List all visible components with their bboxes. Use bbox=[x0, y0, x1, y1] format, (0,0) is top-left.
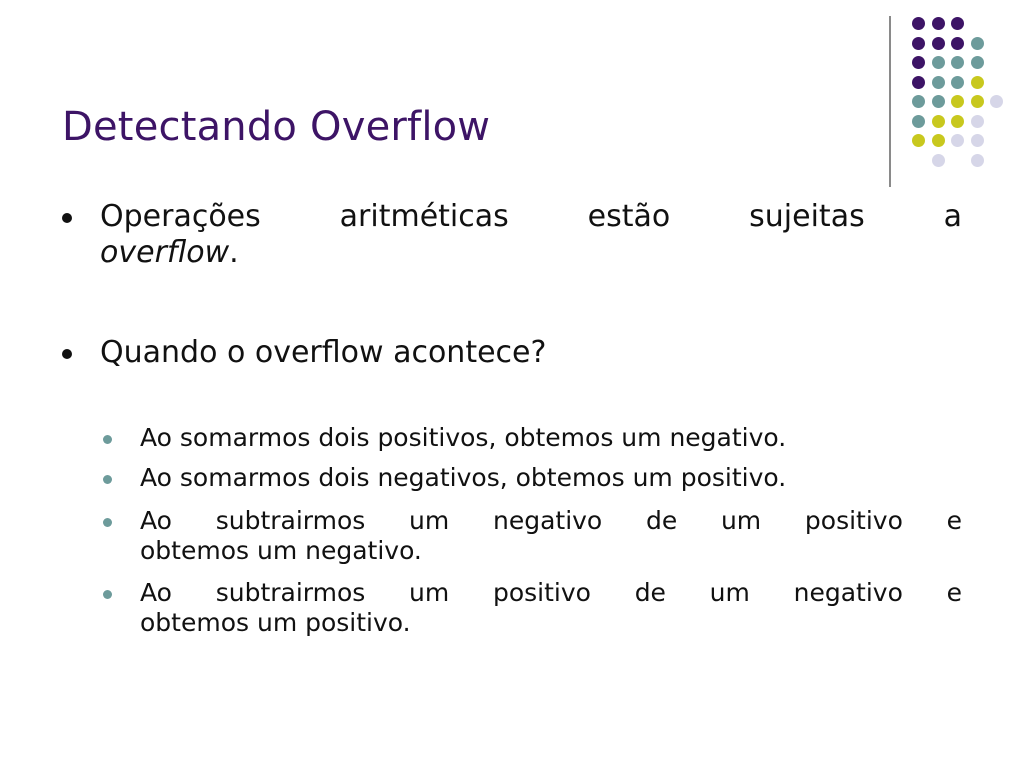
decorative-dot bbox=[971, 154, 984, 167]
vertical-divider bbox=[889, 16, 891, 187]
sub-bullet-marker-icon bbox=[103, 590, 112, 599]
decorative-dot bbox=[912, 37, 925, 50]
bullet-marker-icon bbox=[62, 213, 72, 223]
decorative-dot bbox=[912, 95, 925, 108]
decorative-dot bbox=[951, 134, 964, 147]
decorative-dot bbox=[932, 115, 945, 128]
decorative-dot bbox=[912, 56, 925, 69]
decorative-dot bbox=[912, 17, 925, 30]
decorative-dot bbox=[932, 95, 945, 108]
decorative-dot bbox=[932, 76, 945, 89]
decorative-dot bbox=[932, 134, 945, 147]
bullet-text bbox=[100, 199, 962, 271]
decorative-dot bbox=[971, 76, 984, 89]
decorative-dot bbox=[912, 134, 925, 147]
bullet-line: Operações aritméticas estão sujeitas a bbox=[100, 199, 962, 234]
decorative-dot bbox=[912, 76, 925, 89]
bullet-line-2 bbox=[100, 235, 239, 270]
sub-bullet-line-2: obtemos um negativo. bbox=[140, 536, 422, 565]
sub-bullet-line-2: obtemos um positivo. bbox=[140, 608, 411, 637]
decorative-dot bbox=[951, 37, 964, 50]
decorative-dot bbox=[932, 17, 945, 30]
sub-bullet-text bbox=[140, 506, 962, 566]
decorative-dot bbox=[971, 56, 984, 69]
decorative-dot bbox=[971, 37, 984, 50]
sub-bullet-text: Ao somarmos dois negativos, obtemos um positivo. bbox=[140, 463, 787, 492]
bullet-marker-icon bbox=[62, 349, 72, 359]
sub-bullet-line: Ao subtrairmos um negativo de um positivo e bbox=[140, 506, 962, 535]
sub-bullet-marker-icon bbox=[103, 435, 112, 444]
decorative-dot bbox=[932, 56, 945, 69]
decorative-dot bbox=[951, 56, 964, 69]
decorative-dot-grid bbox=[0, 0, 1024, 200]
decorative-dot bbox=[932, 37, 945, 50]
decorative-dot bbox=[912, 115, 925, 128]
punctuation: . bbox=[229, 235, 239, 270]
decorative-dot bbox=[932, 154, 945, 167]
decorative-dot bbox=[951, 17, 964, 30]
sub-bullet-line: Ao subtrairmos um positivo de um negativo e bbox=[140, 578, 962, 607]
decorative-dot bbox=[990, 95, 1003, 108]
decorative-dot bbox=[971, 95, 984, 108]
sub-bullet-text bbox=[140, 578, 962, 638]
bullet-text: Quando o overflow acontece? bbox=[100, 335, 547, 370]
italic-term: overflow bbox=[100, 235, 230, 270]
decorative-dot bbox=[951, 76, 964, 89]
slide-title: Detectando Overflow bbox=[62, 104, 491, 150]
decorative-dot bbox=[971, 134, 984, 147]
decorative-dot bbox=[971, 115, 984, 128]
sub-bullet-marker-icon bbox=[103, 475, 112, 484]
decorative-dot bbox=[951, 115, 964, 128]
sub-bullet-marker-icon bbox=[103, 518, 112, 527]
decorative-dot bbox=[951, 95, 964, 108]
sub-bullet-text: Ao somarmos dois positivos, obtemos um negativo. bbox=[140, 423, 787, 452]
